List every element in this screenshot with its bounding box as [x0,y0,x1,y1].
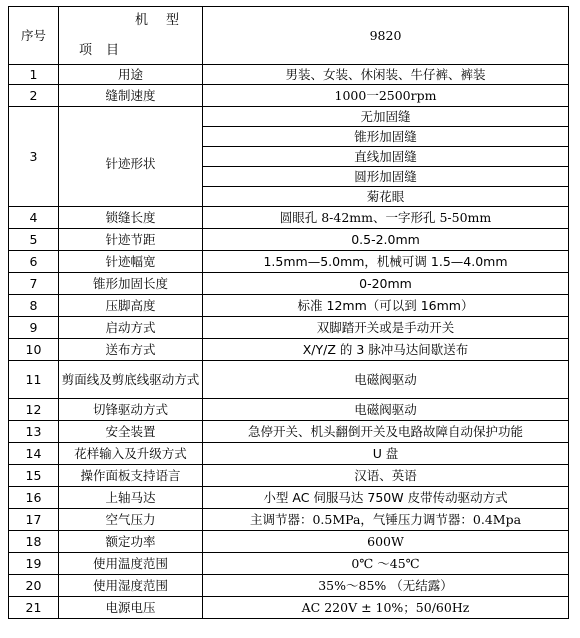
table-row [9,207,569,229]
table-row [9,85,569,107]
table-row [9,443,569,465]
table-row [9,295,569,317]
row-no: 21 [9,597,59,619]
row-value: 35%～85% （无结露） [203,575,569,597]
row-item: 使用温度范围 [59,553,203,575]
table-row [9,229,569,251]
row-value: 1000一2500rpm [203,85,569,107]
row-item: 压脚高度 [59,295,203,317]
header-model: 9820 [203,7,569,65]
row-value: 标准 12mm（可以到 16mm） [203,295,569,317]
table-row [9,107,569,127]
row-value: 0-20mm [203,273,569,295]
row-item: 使用湿度范围 [59,575,203,597]
row-subvalue: 直线加固缝 [203,147,569,167]
table-row [9,531,569,553]
row-no: 13 [9,421,59,443]
row-item: 花样输入及升级方式 [59,443,203,465]
row-subvalue: 无加固缝 [203,107,569,127]
row-no: 8 [9,295,59,317]
row-value: U 盘 [203,443,569,465]
row-value: 汉语、英语 [203,465,569,487]
row-item: 用途 [59,65,203,85]
row-no: 17 [9,509,59,531]
row-value: 男装、女装、休闲装、牛仔裤、裤装 [203,65,569,85]
row-value: X/Y/Z 的 3 脉冲马达间歇送布 [203,339,569,361]
row-subvalue: 圆形加固缝 [203,167,569,187]
row-item: 切锋驱动方式 [59,399,203,421]
row-item: 针迹形状 [59,107,203,207]
table-row [9,65,569,85]
row-no: 16 [9,487,59,509]
row-item: 电源电压 [59,597,203,619]
row-item: 针迹幅宽 [59,251,203,273]
row-item: 额定功率 [59,531,203,553]
row-no: 19 [9,553,59,575]
table-row [9,421,569,443]
table-row [9,273,569,295]
row-item: 空气压力 [59,509,203,531]
row-subvalue: 锥形加固缝 [203,127,569,147]
row-value: 小型 AC 伺服马达 750W 皮带传动驱动方式 [203,487,569,509]
row-no: 2 [9,85,59,107]
row-value: 急停开关、机头翻倒开关及电路故障自动保护功能 [203,421,569,443]
row-no: 18 [9,531,59,553]
row-item: 针迹节距 [59,229,203,251]
row-no: 12 [9,399,59,421]
row-item: 剪面线及剪底线驱动方式 [59,361,203,399]
header-index: 序号 [9,7,59,65]
row-value: 1.5mm—5.0mm，机械可调 1.5—4.0mm [203,251,569,273]
table-row [9,487,569,509]
row-no: 6 [9,251,59,273]
table-row [9,553,569,575]
row-value: 0.5-2.0mm [203,229,569,251]
row-value: 主调节器：0.5MPa，气锤压力调节器：0.4Mpa [203,509,569,531]
row-value: 600W [203,531,569,553]
row-no: 20 [9,575,59,597]
row-item: 上轴马达 [59,487,203,509]
spec-table [8,6,569,619]
row-no: 3 [9,107,59,207]
row-item: 安全装置 [59,421,203,443]
table-row [9,399,569,421]
row-no: 11 [9,361,59,399]
row-no: 10 [9,339,59,361]
table-row [9,317,569,339]
row-item: 送布方式 [59,339,203,361]
row-subvalue: 菊花眼 [203,187,569,207]
row-item: 锁缝长度 [59,207,203,229]
table-header-row [9,7,569,65]
row-value: 电磁阀驱动 [203,399,569,421]
row-no: 15 [9,465,59,487]
row-no: 5 [9,229,59,251]
header-diag-top: 机型 [135,13,198,28]
table-row [9,597,569,619]
row-no: 14 [9,443,59,465]
row-no: 1 [9,65,59,85]
table-row [9,509,569,531]
row-value: AC 220V ± 10%；50/60Hz [203,597,569,619]
row-item: 启动方式 [59,317,203,339]
table-row [9,575,569,597]
row-no: 9 [9,317,59,339]
row-item: 操作面板支持语言 [59,465,203,487]
row-value: 双脚踏开关或是手动开关 [203,317,569,339]
table-row [9,361,569,399]
row-item: 缝制速度 [59,85,203,107]
header-diag-bottom: 项目 [79,43,134,58]
row-value: 0℃ ～45℃ [203,553,569,575]
row-no: 4 [9,207,59,229]
table-row [9,339,569,361]
header-diagonal-cell [59,7,203,65]
row-no: 7 [9,273,59,295]
table-row [9,251,569,273]
row-item: 锥形加固长度 [59,273,203,295]
row-value: 圆眼孔 8-42mm、一字形孔 5-50mm [203,207,569,229]
table-row [9,465,569,487]
row-value: 电磁阀驱动 [203,361,569,399]
